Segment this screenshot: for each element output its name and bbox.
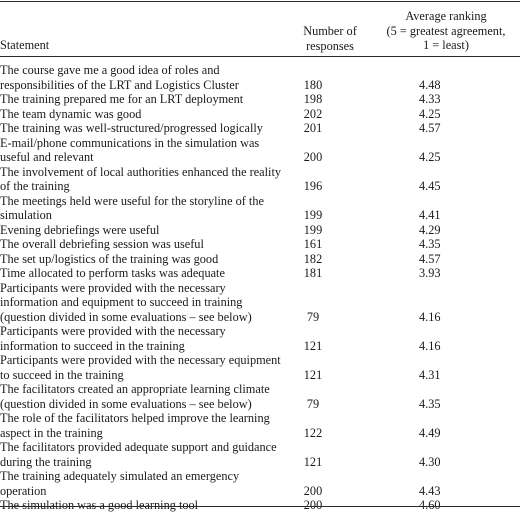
statement-line: The training adequately simulated an emergency <box>0 469 240 483</box>
statement-cell <box>0 63 295 92</box>
statement-line: The course gave me a good idea of roles and <box>0 63 220 77</box>
responses-cell: 181 <box>303 266 323 280</box>
statement-line: responsibilities of the LRT and Logistics Cluster <box>0 77 239 92</box>
table-top-rule <box>0 1 520 2</box>
average-ranking-cell: 4.25 <box>419 106 441 121</box>
statement-cell <box>0 92 295 107</box>
responses-cell: 200 <box>303 498 323 512</box>
statement-line: Evening debriefings were useful <box>0 222 160 237</box>
responses-cell: 199 <box>303 222 323 237</box>
header-responses <box>290 24 370 53</box>
statement-cell <box>0 165 295 194</box>
statement-line: The meetings held were useful for the storyline of the <box>0 193 264 208</box>
header-average-ranking <box>372 9 520 53</box>
statement-line: useful and relevant <box>0 150 94 164</box>
header-responses-line2: responses <box>306 38 354 53</box>
table-row <box>0 353 520 382</box>
average-ranking-cell: 4.29 <box>419 222 441 237</box>
average-ranking-cell: 4.16 <box>419 338 441 353</box>
statement-line: (question divided in some evaluations – see below) <box>0 396 252 411</box>
table-row <box>0 469 520 498</box>
statement-line: aspect in the training <box>0 425 103 440</box>
table-row <box>0 440 520 469</box>
average-ranking-cell: 3.93 <box>419 266 441 280</box>
responses-cell: 122 <box>303 425 323 440</box>
header-responses-line1: Number of <box>303 24 357 38</box>
statement-line: simulation <box>0 208 52 222</box>
average-ranking-cell: 4.57 <box>419 251 441 266</box>
responses-cell: 180 <box>303 77 323 92</box>
responses-cell: 79 <box>306 396 320 411</box>
table-row <box>0 223 520 238</box>
average-ranking-cell: 4.41 <box>419 208 441 222</box>
table-row <box>0 136 520 165</box>
responses-cell: 121 <box>303 454 323 469</box>
statement-line: The set up/logistics of the training was good <box>0 251 219 266</box>
table-body <box>0 63 520 513</box>
statement-cell <box>0 440 295 469</box>
table-row <box>0 324 520 353</box>
statement-line: The team dynamic was good <box>0 106 142 121</box>
table-row <box>0 382 520 411</box>
statement-cell <box>0 324 295 353</box>
responses-cell: 196 <box>303 179 323 193</box>
statement-cell <box>0 252 295 267</box>
responses-cell: 200 <box>303 150 323 164</box>
responses-cell: 200 <box>303 483 323 498</box>
header-ranking-line2: (5 = greatest agreement, <box>386 23 506 38</box>
statement-line: operation <box>0 483 47 498</box>
average-ranking-cell: 4.35 <box>419 396 441 411</box>
statement-cell <box>0 411 295 440</box>
statement-cell <box>0 121 295 136</box>
statement-cell <box>0 223 295 238</box>
average-ranking-cell: 4.30 <box>419 454 441 469</box>
statement-cell <box>0 194 295 223</box>
average-ranking-cell: 4.48 <box>419 77 441 92</box>
average-ranking-cell: 4.25 <box>419 150 441 164</box>
table-bottom-rule <box>0 506 520 507</box>
statement-cell <box>0 469 295 498</box>
statement-cell <box>0 136 295 165</box>
table-row <box>0 237 520 252</box>
average-ranking-cell: 4.45 <box>419 179 441 193</box>
statement-cell <box>0 266 295 281</box>
average-ranking-cell: 4.16 <box>419 309 441 324</box>
statement-cell <box>0 107 295 122</box>
statement-line: The involvement of local authorities enhanced the reality <box>0 164 282 179</box>
table-row <box>0 252 520 267</box>
average-ranking-cell: 4.60 <box>419 498 441 512</box>
statement-line: The role of the facilitators helped improve the learning <box>0 411 270 425</box>
table-row <box>0 281 520 325</box>
average-ranking-cell: 4.35 <box>419 237 441 251</box>
responses-cell: 198 <box>303 92 323 106</box>
average-ranking-cell: 4.33 <box>419 92 441 106</box>
table-row <box>0 266 520 281</box>
statement-line: Time allocated to perform tasks was adequate <box>0 266 225 280</box>
header-ranking-line1: Average ranking <box>405 9 487 23</box>
statement-cell <box>0 237 295 252</box>
table-row <box>0 411 520 440</box>
statement-line: The overall debriefing session was useful <box>0 237 204 251</box>
statement-line: Participants were provided with the necessary equipment <box>0 353 281 367</box>
average-ranking-cell: 4.43 <box>419 483 441 498</box>
responses-cell: 161 <box>303 237 323 251</box>
statement-line: The training was well-structured/progressed logically <box>0 121 263 135</box>
table-row <box>0 107 520 122</box>
statement-line: The training prepared me for an LRT deployment <box>0 92 244 106</box>
table-row <box>0 63 520 92</box>
average-ranking-cell: 4.57 <box>419 121 441 135</box>
header-statement: Statement <box>0 38 50 52</box>
responses-cell: 202 <box>303 106 323 121</box>
table-row <box>0 92 520 107</box>
statement-cell <box>0 353 295 382</box>
statement-line: The facilitators created an appropriate learning climate <box>0 382 270 396</box>
responses-cell: 121 <box>303 338 323 353</box>
responses-cell: 199 <box>303 208 323 222</box>
table-row <box>0 121 520 136</box>
average-ranking-cell: 4.49 <box>419 425 441 440</box>
statement-cell <box>0 382 295 411</box>
table-row <box>0 165 520 194</box>
statement-line: information to succeed in the training <box>0 338 185 353</box>
statement-line: The facilitators provided adequate support and guidance <box>0 440 277 454</box>
responses-cell: 182 <box>303 251 323 266</box>
responses-cell: 201 <box>303 121 323 135</box>
statement-line: during the training <box>0 454 92 469</box>
statement-line: of the training <box>0 179 70 193</box>
statement-line: Participants were provided with the necessary <box>0 324 226 338</box>
header-bottom-rule <box>0 56 520 57</box>
average-ranking-cell: 4.31 <box>419 367 441 382</box>
responses-cell: 79 <box>306 309 320 324</box>
statement-cell <box>0 281 295 325</box>
statement-line: to succeed in the training <box>0 367 124 382</box>
statement-line: Participants were provided with the necessary <box>0 280 226 295</box>
responses-cell: 121 <box>303 367 323 382</box>
statement-line: The simulation was a good learning tool <box>0 498 199 512</box>
statement-line: E-mail/phone communications in the simulation was <box>0 135 260 150</box>
header-ranking-line3: 1 = least) <box>423 38 469 52</box>
statement-line: (question divided in some evaluations – see below) <box>0 309 252 324</box>
statement-line: information and equipment to succeed in training <box>0 295 243 309</box>
table-row <box>0 194 520 223</box>
